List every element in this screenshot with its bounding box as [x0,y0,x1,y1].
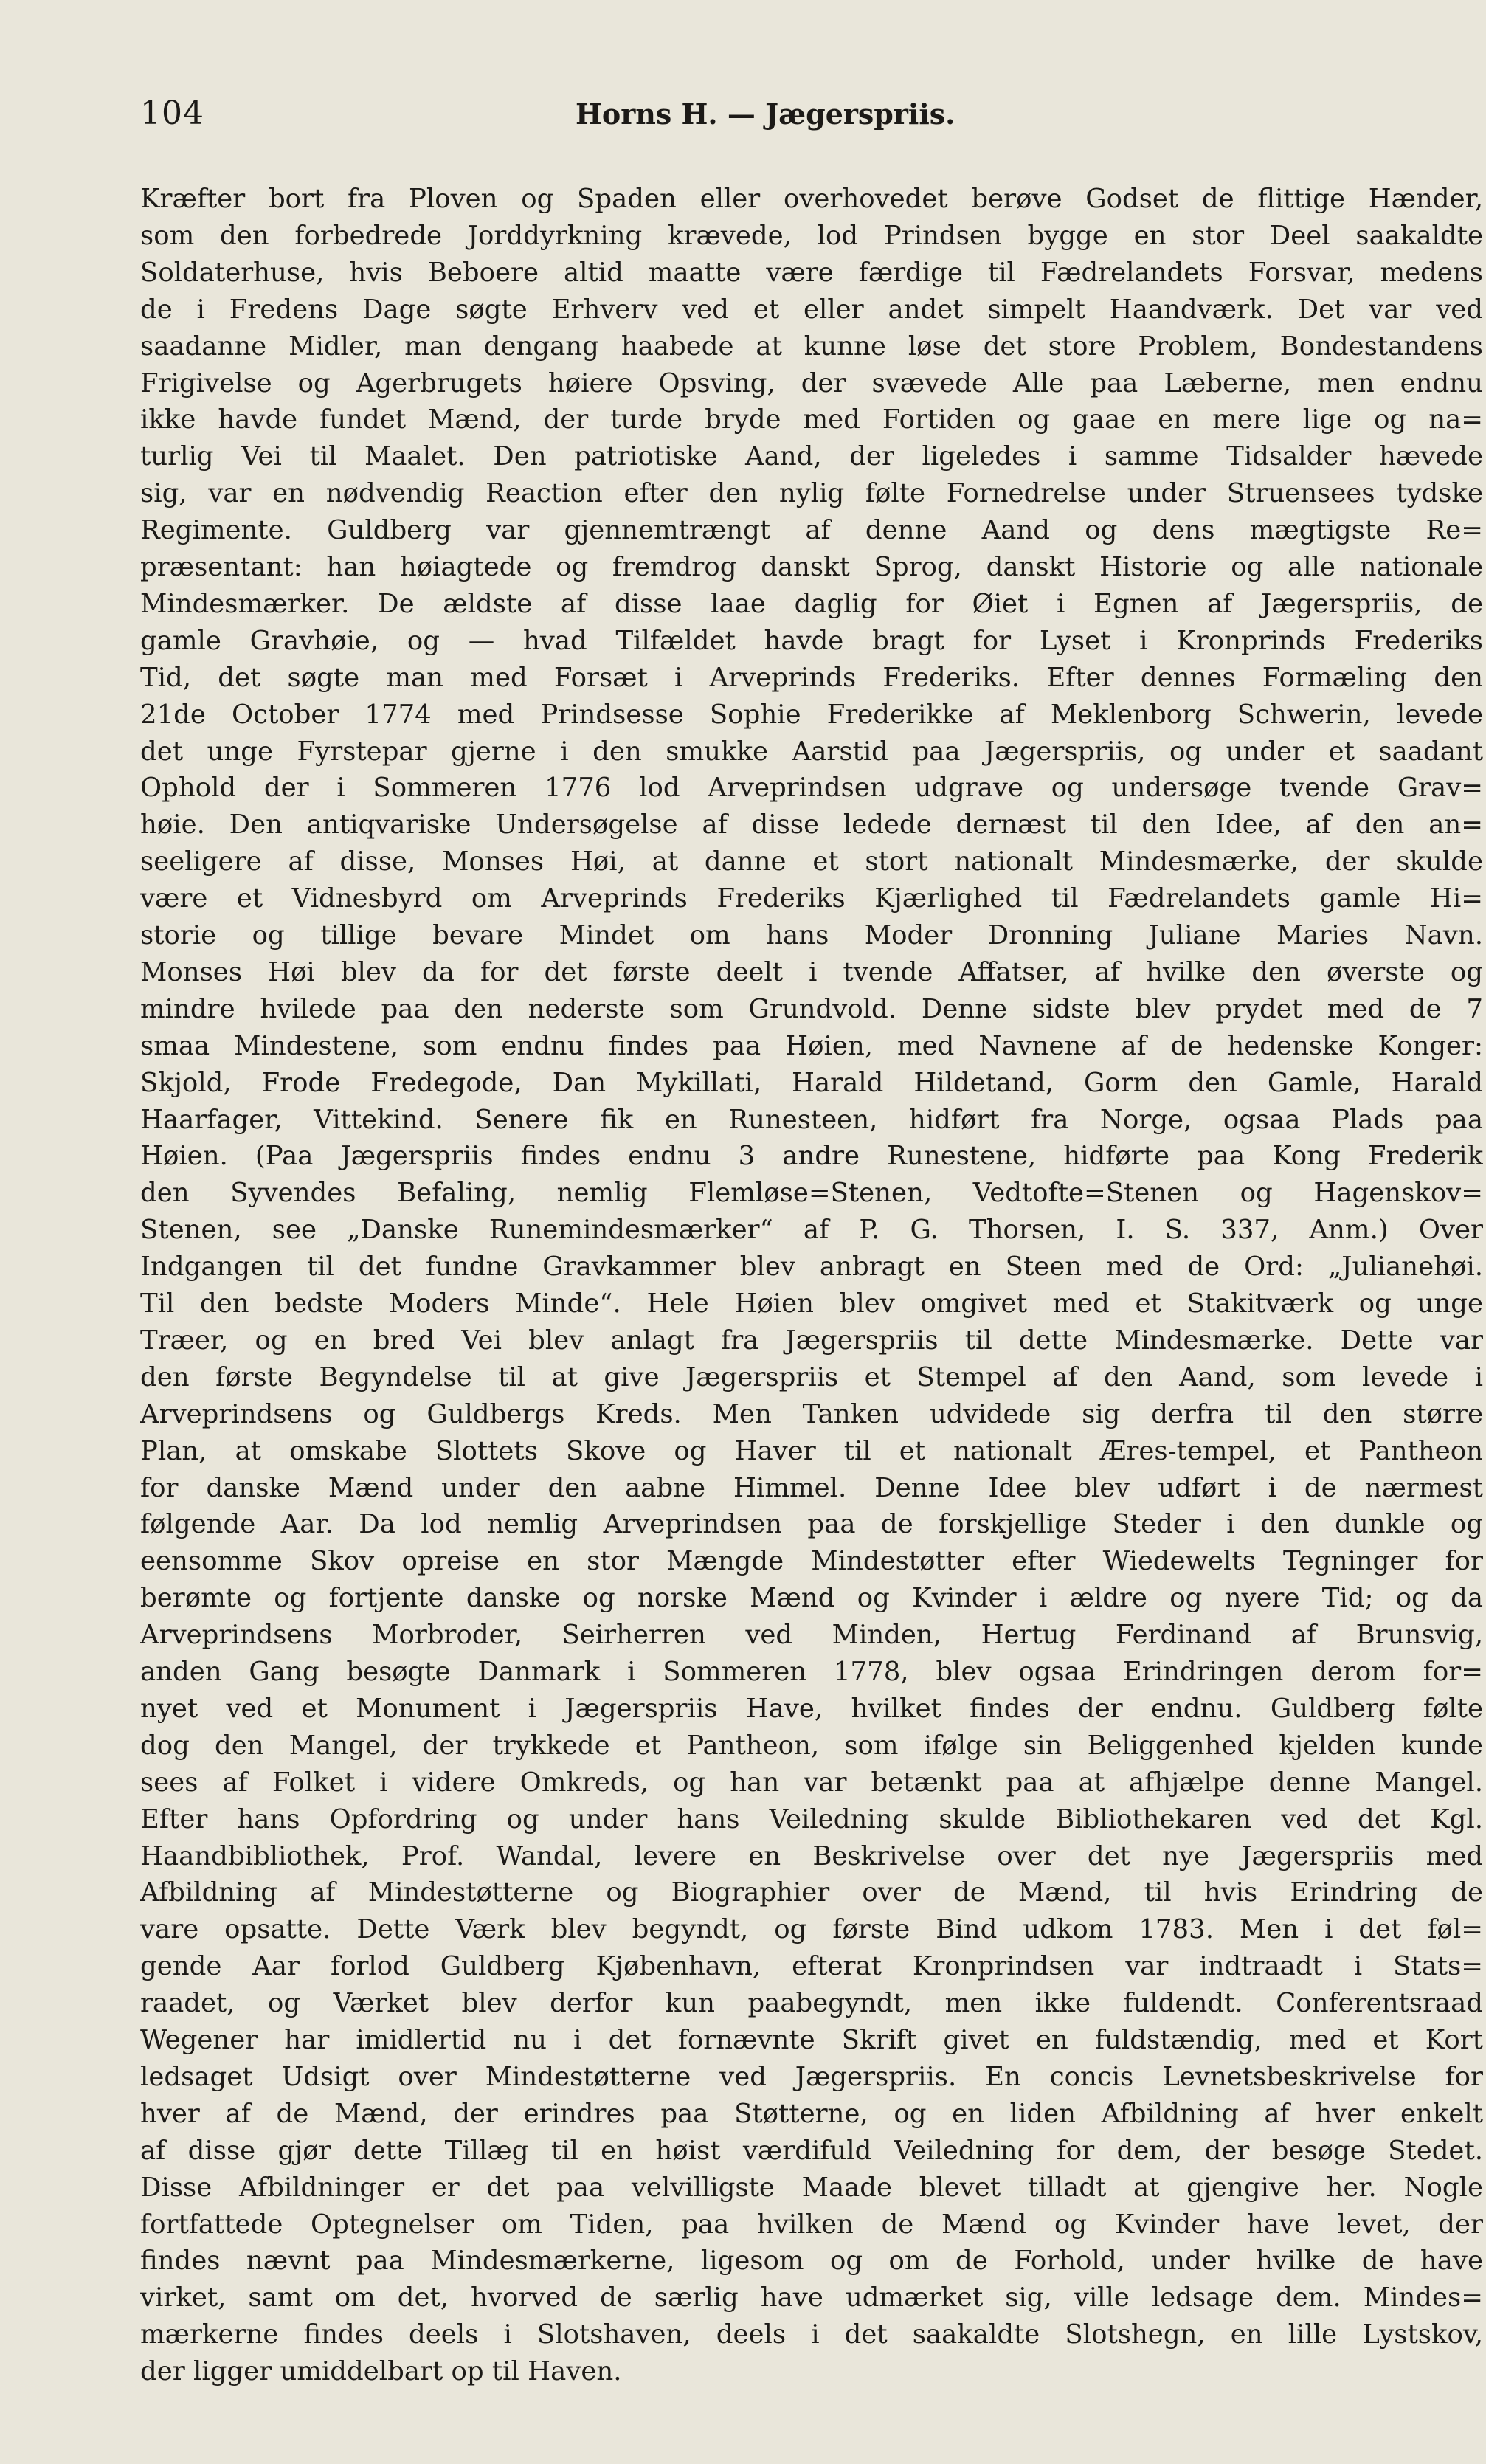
text-line: storie og tillige bevare Mindet om hans Moder Dronning Juliane Maries Navn. [140,920,1483,950]
text-line: hver af de Mænd, der erindres paa Støtterne, og en liden Afbildning af hver enkelt [140,2098,1483,2129]
text-line: Monses Høi blev da for det første deelt i tvende Affatser, af hvilke den øverste og [140,956,1483,987]
page-number: 104 [140,94,204,132]
text-line: som den forbedrede Jorddyrkning krævede, lod Prindsen bygge en stor Deel saakaldte [140,220,1483,251]
text-line: smaa Mindestene, som endnu findes paa Høien, med Navnene af de hedenske Konger: [140,1030,1483,1061]
text-line: 21de October 1774 med Prindsesse Sophie Frederikke af Meklenborg Schwerin, levede [140,699,1483,730]
text-line: nyet ved et Monument i Jægerspriis Have, hvilket findes der endnu. Guldberg følte [140,1693,1483,1724]
text-line: dog den Mangel, der trykkede et Pantheon, som ifølge sin Beliggenhed kjelden kunde [140,1730,1483,1761]
text-line: Træer, og en bred Vei blev anlagt fra Jægerspriis til dette Mindesmærke. Dette var [140,1325,1483,1356]
text-line: Haandbibliothek, Prof. Wandal, levere en Beskrivelse over det nye Jægerspriis med [140,1840,1483,1871]
text-line: seeligere af disse, Monses Høi, at danne et stort nationalt Mindesmærke, der skulde [140,846,1483,877]
text-line: Wegener har imidlertid nu i det fornævnte Skrift givet en fuldstændig, med et Kort [140,2025,1483,2055]
text-line: Indgangen til det fundne Gravkammer blev anbragt en Steen med de Ord: „Julianehøi. [140,1252,1483,1283]
text-line: for danske Mænd under den aabne Himmel. Denne Idee blev udført i de nærmest [140,1472,1483,1503]
text-line: af disse gjør dette Tillæg til en høist værdifuld Veiledning for dem, der besøge Stedet. [140,2135,1483,2166]
text-line: den Syvendes Befaling, nemlig Flemløse=Stenen, Vedtofte=Stenen og Hagenskov= [140,1178,1483,1209]
text-line: Kræfter bort fra Ploven og Spaden eller overhovedet berøve Godset de flittige Hænder, [140,184,1483,214]
text-line: Afbildning af Mindestøtterne og Biographier over de Mænd, til hvis Erindring de [140,1877,1483,1908]
text-line: Stenen, see „Danske Runemindesmærker“ af P. G. Thorsen, I. S. 337, Anm.) Over [140,1215,1483,1246]
text-line: mærkerne findes deels i Slotshaven, deels i det saakaldte Slotshegn, en lille Lystskov, [140,2319,1483,2350]
text-line: mindre hvilede paa den nederste som Grundvold. Denne sidste blev prydet med de 7 [140,993,1483,1024]
text-line: der ligger umiddelbart op til Haven. [140,2356,622,2387]
text-line: virket, samt om det, hvorved de særlig have udmærket sig, ville ledsage dem. Mindes= [140,2282,1483,2313]
text-line: Plan, at omskabe Slottets Skove og Haver til et nationalt Æres-tempel, et Pantheon [140,1435,1483,1466]
text-line: anden Gang besøgte Danmark i Sommeren 1778, blev ogsaa Erindringen derom for= [140,1657,1483,1687]
text-line: sig, var en nødvendig Reaction efter den nylig følte Fornedrelse under Struensees tydske [140,478,1483,509]
running-head: Horns H. — Jægerspriis. [576,97,955,131]
text-line: ikke havde fundet Mænd, der turde bryde med Fortiden og gaae en mere lige og na= [140,404,1483,435]
text-line: høie. Den antiqvariske Undersøgelse af disse ledede dernæst til den Idee, af den an= [140,810,1483,841]
text-line: følgende Aar. Da lod nemlig Arveprindsen paa de forskjellige Steder i den dunkle og [140,1509,1483,1540]
text-line: de i Fredens Dage søgte Erhverv ved et eller andet simpelt Haandværk. Det var ved [140,294,1483,325]
text-line: Til den bedste Moders Minde“. Hele Høien blev omgivet med et Stakitværk og unge [140,1288,1483,1319]
text-line: præsentant: han høiagtede og fremdrog danskt Sprog, danskt Historie og alle nationale [140,552,1483,582]
text-line: findes nævnt paa Mindesmærkerne, ligesom og om de Forhold, under hvilke de have [140,2246,1483,2277]
text-line: Regimente. Guldberg var gjennemtrængt af denne Aand og dens mægtigste Re= [140,515,1483,546]
text-line: saadanne Midler, man dengang haabede at kunne løse det store Problem, Bondestandens [140,331,1483,362]
text-line: ledsaget Udsigt over Mindestøtterne ved Jægerspriis. En concis Levnetsbeskrivelse for [140,2061,1483,2092]
text-line: vare opsatte. Dette Værk blev begyndt, og første Bind udkom 1783. Men i det føl= [140,1914,1483,1945]
text-line: Arveprindsens og Guldbergs Kreds. Men Tanken udvidede sig derfra til den større [140,1398,1483,1429]
text-line: den første Begyndelse til at give Jægerspriis et Stempel af den Aand, som levede i [140,1362,1483,1393]
text-line: Tid, det søgte man med Forsæt i Arveprinds Frederiks. Efter dennes Formæling den [140,662,1483,693]
text-line: berømte og fortjente danske og norske Mænd og Kvinder i ældre og nyere Tid; og da [140,1583,1483,1614]
text-line: gende Aar forlod Guldberg Kjøbenhavn, efterat Kronprindsen var indtraadt i Stats= [140,1951,1483,1982]
text-line: Mindesmærker. De ældste af disse laae daglig for Øiet i Egnen af Jægerspriis, de [140,588,1483,619]
text-line: eensomme Skov opreise en stor Mængde Mindestøtter efter Wiedewelts Tegninger for [140,1546,1483,1577]
page-header [140,94,1483,142]
text-line: Haarfager, Vittekind. Senere fik en Runesteen, hidført fra Norge, ogsaa Plads paa [140,1104,1483,1135]
text-line: Arveprindsens Morbroder, Seirherren ved Minden, Hertug Ferdinand af Brunsvig, [140,1620,1483,1651]
text-line: sees af Folket i videre Omkreds, og han var betænkt paa at afhjælpe denne Mangel. [140,1767,1483,1798]
text-line: fortfattede Optegnelser om Tiden, paa hvilken de Mænd og Kvinder have levet, der [140,2209,1483,2240]
text-line: Høien. (Paa Jægerspriis findes endnu 3 andre Runestene, hidførte paa Kong Frederik [140,1141,1483,1172]
text-line: Ophold der i Sommeren 1776 lod Arveprindsen udgrave og undersøge tvende Grav= [140,773,1483,804]
text-line: Soldaterhuse, hvis Beboere altid maatte være færdige til Fædrelandets Forsvar, medens [140,257,1483,288]
text-line: Skjold, Frode Fredegode, Dan Mykillati, Harald Hildetand, Gorm den Gamle, Harald [140,1067,1483,1098]
text-line: gamle Gravhøie, og — hvad Tilfældet havde bragt for Lyset i Kronprinds Frederiks [140,625,1483,656]
text-line: Disse Afbildninger er det paa velvilligste Maade blevet tilladt at gjengive her. Nogle [140,2172,1483,2203]
text-line: det unge Fyrstepar gjerne i den smukke Aarstid paa Jægerspriis, og under et saadant [140,736,1483,767]
text-line: være et Vidnesbyrd om Arveprinds Frederiks Kjærlighed til Fædrelandets gamle Hi= [140,883,1483,914]
text-line: raadet, og Værket blev derfor kun paabegyndt, men ikke fuldendt. Conferentsraad [140,1988,1483,2019]
text-line: Efter hans Opfordring og under hans Veiledning skulde Bibliothekaren ved det Kgl. [140,1804,1483,1835]
text-line: turlig Vei til Maalet. Den patriotiske Aand, der ligeledes i samme Tidsalder hævede [140,441,1483,472]
text-line: Frigivelse og Agerbrugets høiere Opsving, der svævede Alle paa Læberne, men endnu [140,367,1483,398]
